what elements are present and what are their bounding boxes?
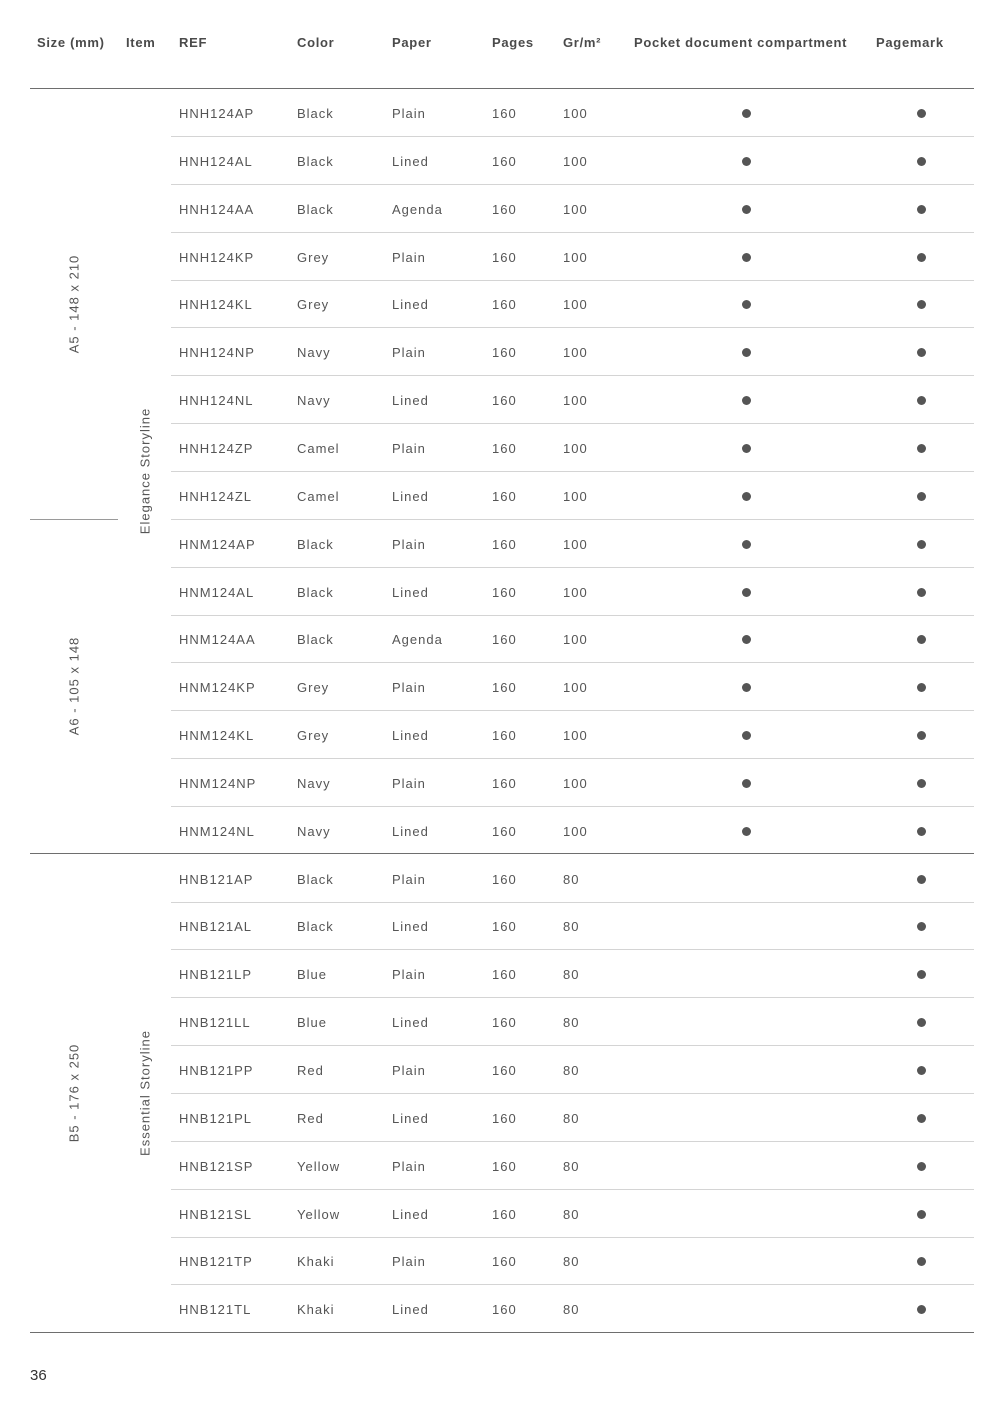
cell-ref: HNB121PP: [179, 1063, 254, 1078]
table-row: [0, 615, 1004, 663]
cell-color: Grey: [297, 680, 330, 696]
table-row: [0, 663, 1004, 711]
pocket-dot-icon: [742, 588, 751, 597]
cell-color: Camel: [297, 440, 340, 456]
cell-grm: 80: [563, 1110, 580, 1126]
cell-pages: 160: [492, 106, 517, 121]
pocket-dot-icon: [742, 300, 751, 309]
cell-pages: 160: [492, 1063, 517, 1078]
cell-ref: HNB121SP: [179, 1158, 254, 1174]
cell-paper: Lined: [392, 297, 429, 313]
cell-grm: 80: [563, 919, 580, 935]
cell-ref: HNM124AA: [179, 632, 256, 648]
cell-grm: 80: [563, 1254, 580, 1270]
cell-ref: HNH124NP: [179, 345, 255, 361]
cell-color: Black: [297, 871, 334, 887]
table-row: [0, 1237, 1004, 1285]
cell-ref: HNB121LL: [179, 1015, 251, 1031]
pagemark-dot-icon: [917, 157, 926, 166]
cell-paper: Plain: [392, 249, 426, 265]
cell-color: Camel: [297, 488, 340, 504]
item-label-essential: Essential Storyline: [137, 1030, 153, 1156]
size-label-b5: B5 - 176 x 250: [66, 1043, 82, 1143]
cell-pages: 160: [492, 1206, 517, 1222]
cell-paper: Lined: [392, 393, 429, 409]
cell-color: Black: [297, 919, 334, 935]
cell-color: Black: [297, 106, 334, 121]
cell-color: Red: [297, 1063, 324, 1078]
header-pages: Pages: [492, 35, 534, 50]
cell-grm: 100: [563, 249, 588, 265]
pagemark-dot-icon: [917, 1066, 926, 1075]
cell-ref: HNB121TP: [179, 1254, 253, 1270]
cell-ref: HNH124AP: [179, 106, 255, 121]
cell-color: Navy: [297, 345, 331, 361]
table-row: [0, 1094, 1004, 1142]
pagemark-dot-icon: [917, 827, 926, 836]
cell-grm: 100: [563, 488, 588, 504]
pagemark-dot-icon: [917, 540, 926, 549]
cell-paper: Plain: [392, 106, 426, 121]
pagemark-dot-icon: [917, 779, 926, 788]
cell-grm: 80: [563, 967, 580, 983]
table-row: [0, 950, 1004, 998]
cell-color: Red: [297, 1110, 324, 1126]
cell-ref: HNH124KP: [179, 249, 255, 265]
cell-pages: 160: [492, 249, 517, 265]
pagemark-dot-icon: [917, 205, 926, 214]
cell-color: Navy: [297, 823, 331, 839]
cell-color: Black: [297, 632, 334, 648]
cell-ref: HNB121PL: [179, 1110, 253, 1126]
table-header: [0, 0, 1004, 89]
pagemark-dot-icon: [917, 1018, 926, 1027]
cell-color: Navy: [297, 775, 331, 791]
table-row: [0, 520, 1004, 568]
table-row: [0, 137, 1004, 185]
cell-ref: HNB121LP: [179, 967, 253, 983]
cell-paper: Lined: [392, 1015, 429, 1031]
size-label-a5: A5 - 148 x 210: [66, 254, 82, 354]
header-item: Item: [126, 35, 156, 50]
cell-color: Blue: [297, 967, 328, 983]
table-row: [0, 376, 1004, 424]
pagemark-dot-icon: [917, 1305, 926, 1314]
table-row: [0, 1285, 1004, 1333]
cell-pages: 160: [492, 201, 517, 217]
cell-paper: Lined: [392, 1110, 429, 1126]
cell-grm: 80: [563, 1158, 580, 1174]
cell-color: Grey: [297, 249, 330, 265]
cell-grm: 100: [563, 201, 588, 217]
cell-ref: HNH124AL: [179, 153, 253, 169]
cell-ref: HNB121TL: [179, 1302, 252, 1318]
cell-paper: Plain: [392, 536, 426, 552]
pagemark-dot-icon: [917, 300, 926, 309]
size-label-a6: A6 - 105 x 148: [66, 636, 82, 736]
cell-color: Black: [297, 536, 334, 552]
cell-color: Yellow: [297, 1158, 341, 1174]
cell-grm: 100: [563, 680, 588, 696]
pagemark-dot-icon: [917, 348, 926, 357]
pagemark-dot-icon: [917, 1257, 926, 1266]
cell-grm: 100: [563, 728, 588, 744]
cell-pages: 160: [492, 440, 517, 456]
pocket-dot-icon: [742, 444, 751, 453]
cell-ref: HNH124ZP: [179, 440, 254, 456]
pocket-dot-icon: [742, 731, 751, 740]
pagemark-dot-icon: [917, 253, 926, 262]
cell-pages: 160: [492, 871, 517, 887]
cell-color: Khaki: [297, 1254, 335, 1270]
table-row: [0, 185, 1004, 233]
cell-paper: Plain: [392, 440, 426, 456]
cell-pages: 160: [492, 153, 517, 169]
pocket-dot-icon: [742, 253, 751, 262]
cell-pages: 160: [492, 680, 517, 696]
cell-grm: 100: [563, 775, 588, 791]
cell-paper: Lined: [392, 153, 429, 169]
table-row: [0, 472, 1004, 520]
cell-paper: Agenda: [392, 201, 443, 217]
cell-paper: Plain: [392, 775, 426, 791]
cell-grm: 80: [563, 1063, 580, 1078]
cell-color: Black: [297, 153, 334, 169]
cell-pages: 160: [492, 393, 517, 409]
cell-paper: Plain: [392, 1158, 426, 1174]
table-row: [0, 233, 1004, 281]
cell-color: Blue: [297, 1015, 328, 1031]
header-size: Size (mm): [37, 35, 105, 50]
pocket-dot-icon: [742, 540, 751, 549]
table-row: [0, 998, 1004, 1046]
cell-pages: 160: [492, 1015, 517, 1031]
table-row: [0, 89, 1004, 137]
cell-grm: 100: [563, 440, 588, 456]
cell-ref: HNM124AP: [179, 536, 256, 552]
cell-paper: Lined: [392, 919, 429, 935]
table-row: [0, 568, 1004, 616]
cell-pages: 160: [492, 1110, 517, 1126]
table-row: [0, 855, 1004, 903]
cell-grm: 100: [563, 632, 588, 648]
cell-paper: Lined: [392, 584, 429, 600]
cell-ref: HNH124AA: [179, 201, 255, 217]
pocket-dot-icon: [742, 157, 751, 166]
cell-pages: 160: [492, 823, 517, 839]
cell-paper: Plain: [392, 680, 426, 696]
cell-pages: 160: [492, 775, 517, 791]
pagemark-dot-icon: [917, 970, 926, 979]
pocket-dot-icon: [742, 827, 751, 836]
page-number: 36: [30, 1367, 47, 1384]
cell-color: Grey: [297, 297, 330, 313]
pocket-dot-icon: [742, 348, 751, 357]
cell-grm: 100: [563, 153, 588, 169]
cell-grm: 100: [563, 106, 588, 121]
cell-pages: 160: [492, 632, 517, 648]
table-row: [0, 807, 1004, 855]
header-paper: Paper: [392, 35, 432, 50]
cell-ref: HNM124NL: [179, 823, 255, 839]
cell-grm: 80: [563, 1206, 580, 1222]
pagemark-dot-icon: [917, 922, 926, 931]
pagemark-dot-icon: [917, 444, 926, 453]
cell-paper: Lined: [392, 728, 429, 744]
pagemark-dot-icon: [917, 1210, 926, 1219]
pocket-dot-icon: [742, 109, 751, 118]
header-pagemark: Pagemark: [876, 35, 944, 50]
cell-pages: 160: [492, 297, 517, 313]
table-row: [0, 280, 1004, 328]
cell-ref: HNB121AP: [179, 871, 254, 887]
cell-paper: Plain: [392, 345, 426, 361]
cell-paper: Plain: [392, 967, 426, 983]
cell-paper: Plain: [392, 871, 426, 887]
cell-ref: HNH124ZL: [179, 488, 253, 504]
cell-grm: 100: [563, 536, 588, 552]
table-row: [0, 1142, 1004, 1190]
table-row: [0, 902, 1004, 950]
cell-ref: HNM124NP: [179, 775, 257, 791]
table-row: [0, 711, 1004, 759]
pagemark-dot-icon: [917, 635, 926, 644]
table-row: [0, 328, 1004, 376]
cell-paper: Lined: [392, 488, 429, 504]
cell-paper: Agenda: [392, 632, 443, 648]
cell-color: Yellow: [297, 1206, 341, 1222]
cell-grm: 100: [563, 345, 588, 361]
cell-grm: 100: [563, 393, 588, 409]
cell-ref: HNM124KL: [179, 728, 255, 744]
cell-ref: HNM124KP: [179, 680, 256, 696]
pocket-dot-icon: [742, 683, 751, 692]
pocket-dot-icon: [742, 635, 751, 644]
cell-color: Black: [297, 201, 334, 217]
cell-grm: 100: [563, 584, 588, 600]
cell-paper: Plain: [392, 1063, 426, 1078]
cell-pages: 160: [492, 488, 517, 504]
cell-grm: 80: [563, 1015, 580, 1031]
cell-color: Black: [297, 584, 334, 600]
table-row: [0, 759, 1004, 807]
table-row: [0, 1046, 1004, 1094]
cell-ref: HNH124NL: [179, 393, 254, 409]
cell-grm: 80: [563, 871, 580, 887]
pagemark-dot-icon: [917, 875, 926, 884]
cell-color: Grey: [297, 728, 330, 744]
cell-ref: HNH124KL: [179, 297, 253, 313]
pagemark-dot-icon: [917, 683, 926, 692]
table-row: [0, 424, 1004, 472]
pocket-dot-icon: [742, 205, 751, 214]
cell-paper: Lined: [392, 1302, 429, 1318]
header-grm: Gr/m²: [563, 35, 602, 50]
pocket-dot-icon: [742, 492, 751, 501]
header-ref: REF: [179, 35, 208, 50]
pagemark-dot-icon: [917, 731, 926, 740]
pagemark-dot-icon: [917, 1114, 926, 1123]
pagemark-dot-icon: [917, 492, 926, 501]
cell-pages: 160: [492, 345, 517, 361]
cell-pages: 160: [492, 536, 517, 552]
cell-pages: 160: [492, 919, 517, 935]
pagemark-dot-icon: [917, 588, 926, 597]
pocket-dot-icon: [742, 779, 751, 788]
cell-pages: 160: [492, 584, 517, 600]
cell-pages: 160: [492, 967, 517, 983]
cell-grm: 100: [563, 297, 588, 313]
cell-paper: Plain: [392, 1254, 426, 1270]
cell-pages: 160: [492, 1158, 517, 1174]
cell-grm: 80: [563, 1302, 580, 1318]
cell-pages: 160: [492, 1254, 517, 1270]
cell-pages: 160: [492, 728, 517, 744]
pagemark-dot-icon: [917, 109, 926, 118]
cell-ref: HNB121SL: [179, 1206, 253, 1222]
cell-ref: HNB121AL: [179, 919, 253, 935]
cell-color: Navy: [297, 393, 331, 409]
cell-pages: 160: [492, 1302, 517, 1318]
cell-ref: HNM124AL: [179, 584, 255, 600]
cell-color: Khaki: [297, 1302, 335, 1318]
header-pocket: Pocket document compartment: [634, 35, 848, 50]
cell-paper: Lined: [392, 823, 429, 839]
pocket-dot-icon: [742, 396, 751, 405]
cell-paper: Lined: [392, 1206, 429, 1222]
item-label-elegance: Elegance Storyline: [137, 407, 153, 535]
pagemark-dot-icon: [917, 396, 926, 405]
header-color: Color: [297, 35, 335, 50]
cell-grm: 100: [563, 823, 588, 839]
pagemark-dot-icon: [917, 1162, 926, 1171]
table-row: [0, 1190, 1004, 1238]
